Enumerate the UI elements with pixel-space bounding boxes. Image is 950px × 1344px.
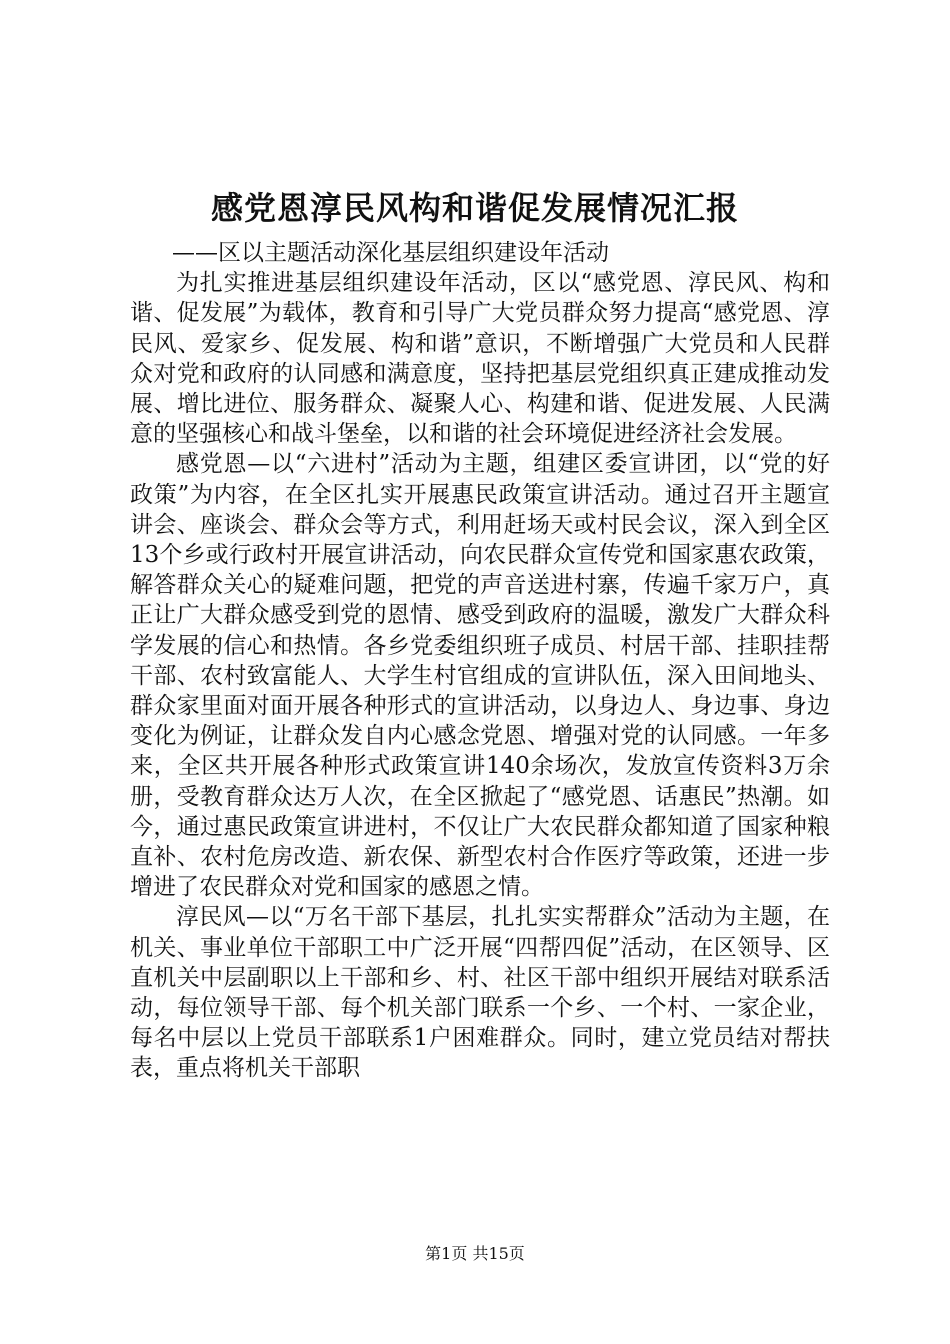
document-title: 感党恩淳民风构和谐促发展情况汇报 [210,189,739,227]
paragraph-chun-min-feng: 淳民风—以“万名干部下基层，扎扎实实帮群众”活动为主题，在机关、事业单位干部职工中广泛开展“四帮四促”活动，在区领导、区直机关中层副职以上干部和乡、村、社区干部中组织开展结对联系活动，每位领导干部、每个机关部门联系一个乡、一个村、一家企业，每名中层以上党员干部联系1户困难群众。同时，建立党员结对帮扶表，重点将机关干部职 [130,904,830,1082]
paragraph-gan-dang-en: 感党恩—以“六进村”活动为主题，组建区委宣讲团，以“党的好政策”为内容，在全区扎实开展惠民政策宣讲活动。通过召开主题宣讲会、座谈会、群众会等方式，利用赶场天或村民会议，深入到全区13个乡或行政村开展宣讲活动，向农民群众宣传党和国家惠农政策，解答群众关心的疑难问题，把党的声音送进村寨，传遍千家万户，真正让广大群众感受到党的恩情、感受到政府的温暖，激发广大群众科学发展的信心和热情。各乡党委组织班子成员、村居干部、挂职挂帮干部、农村致富能人、大学生村官组成的宣讲队伍，深入田间地头、群众家里面对面开展各种形式的宣讲活动，以身边人、身边事、身边变化为例证，让群众发自内心感念党恩、增强对党的认同感。一年多来，全区共开展各种形式政策宣讲140余场次，发放宣传资料3万余册，受教育群众达万人次，在全区掀起了“感党恩、话惠民”热潮。如今，通过惠民政策宣讲进村，不仅让广大农民群众都知道了国家种粮直补、农村危房改造、新农保、新型农村合作医疗等政策，还进一步增进了农民群众对党和国家的感恩之情。 [130,451,830,901]
page-number-footer: 第1页 共15页 [425,1244,525,1263]
document-subtitle: ——区以主题活动深化基层组织建设年活动 [172,240,609,266]
document-body [130,238,830,1084]
paragraph-intro: 为扎实推进基层组织建设年活动，区以“感党恩、淳民风、构和谐、促发展”为载体，教育和引导广大党员群众努力提高“感党恩、淳民风、爱家乡、促发展、构和谐”意识，不断增强广大党员和人民群众对党和政府的认同感和满意度，坚持把基层党组织真正建成推动发展、增比进位、服务群众、凝聚人心、构建和谐、促进发展、人民满意的坚强核心和战斗堡垒，以和谐的社会环境促进经济社会发展。 [130,270,830,448]
